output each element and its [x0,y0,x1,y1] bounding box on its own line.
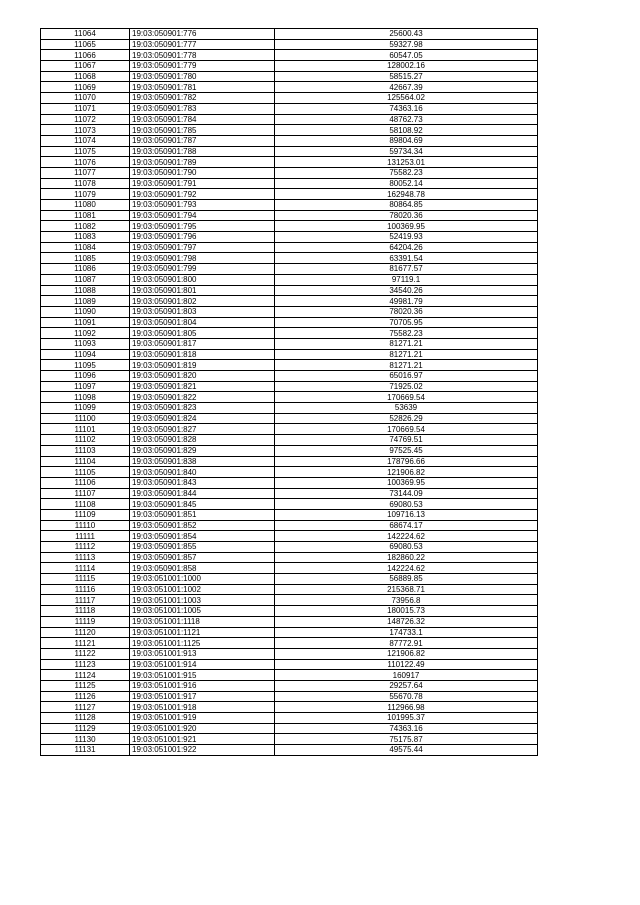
row-number-cell: 11100 [41,413,130,424]
value-cell: 170669.54 [275,424,538,435]
table-row [41,659,538,670]
table-row [41,702,538,713]
value-cell: 121906.82 [275,648,538,659]
row-number-cell: 11118 [41,606,130,617]
cadastral-number-cell: 19:03:050901:818 [130,349,275,360]
value-cell: 74769.51 [275,435,538,446]
cadastral-number-cell: 19:03:051001:918 [130,702,275,713]
cadastral-number-cell: 19:03:050901:803 [130,306,275,317]
row-number-cell: 11067 [41,61,130,72]
row-number-cell: 11099 [41,403,130,414]
cadastral-number-cell: 19:03:050901:784 [130,114,275,125]
value-cell: 65016.97 [275,371,538,382]
value-cell: 58108.92 [275,125,538,136]
cadastral-number-cell: 19:03:051001:919 [130,713,275,724]
table-row [41,584,538,595]
cadastral-number-cell: 19:03:050901:840 [130,467,275,478]
row-number-cell: 11125 [41,680,130,691]
table-row [41,93,538,104]
cadastral-number-cell: 19:03:051001:915 [130,670,275,681]
row-number-cell: 11093 [41,338,130,349]
value-cell: 63391.54 [275,253,538,264]
value-cell: 78020.36 [275,210,538,221]
row-number-cell: 11094 [41,349,130,360]
row-number-cell: 11070 [41,93,130,104]
table-row [41,648,538,659]
table-row [41,146,538,157]
value-cell: 60547.05 [275,50,538,61]
value-cell: 53639 [275,403,538,414]
table-row [41,167,538,178]
row-number-cell: 11107 [41,488,130,499]
value-cell: 34540.26 [275,285,538,296]
value-cell: 174733.1 [275,627,538,638]
cadastral-number-cell: 19:03:050901:801 [130,285,275,296]
table-row [41,338,538,349]
row-number-cell: 11122 [41,648,130,659]
cadastral-number-cell: 19:03:051001:1121 [130,627,275,638]
value-cell: 131253.01 [275,157,538,168]
table-row [41,477,538,488]
value-cell: 49981.79 [275,296,538,307]
value-cell: 81677.57 [275,264,538,275]
value-cell: 81271.21 [275,360,538,371]
table-row [41,61,538,72]
cadastral-number-cell: 19:03:051001:1002 [130,584,275,595]
row-number-cell: 11072 [41,114,130,125]
table-row [41,221,538,232]
cadastral-number-cell: 19:03:051001:1003 [130,595,275,606]
value-cell: 52419.93 [275,232,538,243]
row-number-cell: 11128 [41,713,130,724]
value-cell: 29257.64 [275,680,538,691]
row-number-cell: 11121 [41,638,130,649]
table-row [41,253,538,264]
row-number-cell: 11110 [41,520,130,531]
cadastral-number-cell: 19:03:050901:805 [130,328,275,339]
value-cell: 55670.78 [275,691,538,702]
table-row [41,552,538,563]
value-cell: 49575.44 [275,745,538,756]
value-cell: 121906.82 [275,467,538,478]
value-cell: 68674.17 [275,520,538,531]
cadastral-number-cell: 19:03:050901:787 [130,135,275,146]
table-row [41,274,538,285]
value-cell: 42667.39 [275,82,538,93]
table-row [41,691,538,702]
value-cell: 59734.34 [275,146,538,157]
table-row [41,713,538,724]
table-row [41,542,538,553]
cadastral-number-cell: 19:03:051001:1125 [130,638,275,649]
value-cell: 128002.16 [275,61,538,72]
row-number-cell: 11080 [41,200,130,211]
value-cell: 75175.87 [275,734,538,745]
cadastral-number-cell: 19:03:050901:844 [130,488,275,499]
table-row [41,403,538,414]
cadastral-number-cell: 19:03:050901:852 [130,520,275,531]
cadastral-number-cell: 19:03:050901:796 [130,232,275,243]
row-number-cell: 11066 [41,50,130,61]
table-row [41,371,538,382]
row-number-cell: 11086 [41,264,130,275]
cadastral-number-cell: 19:03:050901:782 [130,93,275,104]
row-number-cell: 11109 [41,509,130,520]
row-number-cell: 11082 [41,221,130,232]
cadastral-number-cell: 19:03:050901:824 [130,413,275,424]
row-number-cell: 11130 [41,734,130,745]
cadastral-number-cell: 19:03:050901:804 [130,317,275,328]
value-cell: 81271.21 [275,338,538,349]
table-row [41,125,538,136]
table-row [41,189,538,200]
value-cell: 100369.95 [275,477,538,488]
table-row [41,467,538,478]
cadastral-number-cell: 19:03:050901:797 [130,242,275,253]
row-number-cell: 11084 [41,242,130,253]
row-number-cell: 11077 [41,167,130,178]
row-number-cell: 11064 [41,29,130,40]
cadastral-number-cell: 19:03:050901:780 [130,71,275,82]
cadastral-number-cell: 19:03:050901:790 [130,167,275,178]
cadastral-number-cell: 19:03:050901:777 [130,39,275,50]
row-number-cell: 11096 [41,371,130,382]
value-cell: 125564.02 [275,93,538,104]
table-row [41,210,538,221]
value-cell: 101995.37 [275,713,538,724]
table-row [41,360,538,371]
table-row [41,306,538,317]
row-number-cell: 11073 [41,125,130,136]
table-row [41,616,538,627]
row-number-cell: 11101 [41,424,130,435]
row-number-cell: 11120 [41,627,130,638]
row-number-cell: 11106 [41,477,130,488]
table-row [41,232,538,243]
table-body [41,29,538,756]
cadastral-number-cell: 19:03:050901:857 [130,552,275,563]
value-cell: 180015.73 [275,606,538,617]
row-number-cell: 11079 [41,189,130,200]
value-cell: 48762.73 [275,114,538,125]
row-number-cell: 11083 [41,232,130,243]
row-number-cell: 11131 [41,745,130,756]
table-row [41,71,538,82]
table-row [41,135,538,146]
value-cell: 112966.98 [275,702,538,713]
table-row [41,178,538,189]
table-row [41,264,538,275]
cadastral-number-cell: 19:03:050901:785 [130,125,275,136]
row-number-cell: 11124 [41,670,130,681]
cadastral-number-cell: 19:03:051001:922 [130,745,275,756]
value-cell: 178796.66 [275,456,538,467]
value-cell: 75582.23 [275,167,538,178]
cadastral-number-cell: 19:03:050901:829 [130,445,275,456]
cadastral-number-cell: 19:03:050901:817 [130,338,275,349]
table-row [41,595,538,606]
row-number-cell: 11071 [41,103,130,114]
value-cell: 70705.95 [275,317,538,328]
table-row [41,413,538,424]
row-number-cell: 11065 [41,39,130,50]
row-number-cell: 11102 [41,435,130,446]
cadastral-number-cell: 19:03:050901:791 [130,178,275,189]
cadastral-number-cell: 19:03:050901:851 [130,509,275,520]
cadastral-number-cell: 19:03:050901:794 [130,210,275,221]
cadastral-number-cell: 19:03:050901:843 [130,477,275,488]
cadastral-number-cell: 19:03:050901:821 [130,381,275,392]
value-cell: 109716.13 [275,509,538,520]
table-row [41,392,538,403]
value-cell: 110122.49 [275,659,538,670]
row-number-cell: 11076 [41,157,130,168]
table-row [41,606,538,617]
table-row [41,103,538,114]
table-row [41,82,538,93]
value-cell: 71925.02 [275,381,538,392]
table-row [41,424,538,435]
table-row [41,39,538,50]
cadastral-number-cell: 19:03:050901:793 [130,200,275,211]
value-cell: 162948.78 [275,189,538,200]
row-number-cell: 11085 [41,253,130,264]
table-row [41,670,538,681]
value-cell: 215368.71 [275,584,538,595]
cadastral-number-cell: 19:03:050901:799 [130,264,275,275]
cadastral-number-cell: 19:03:050901:820 [130,371,275,382]
value-cell: 97525.45 [275,445,538,456]
cadastral-number-cell: 19:03:051001:921 [130,734,275,745]
value-cell: 80864.85 [275,200,538,211]
cadastral-number-cell: 19:03:050901:778 [130,50,275,61]
table-row [41,638,538,649]
table-row [41,114,538,125]
row-number-cell: 11097 [41,381,130,392]
table-row [41,499,538,510]
row-number-cell: 11116 [41,584,130,595]
value-cell: 80052.14 [275,178,538,189]
row-number-cell: 11129 [41,723,130,734]
table-row [41,285,538,296]
table-row [41,734,538,745]
value-cell: 69080.53 [275,542,538,553]
cadastral-number-cell: 19:03:050901:845 [130,499,275,510]
value-cell: 74363.16 [275,723,538,734]
row-number-cell: 11126 [41,691,130,702]
value-cell: 100369.95 [275,221,538,232]
table-row [41,349,538,360]
cadastral-number-cell: 19:03:050901:779 [130,61,275,72]
row-number-cell: 11087 [41,274,130,285]
cadastral-number-cell: 19:03:050901:838 [130,456,275,467]
row-number-cell: 11112 [41,542,130,553]
row-number-cell: 11098 [41,392,130,403]
value-cell: 148726.32 [275,616,538,627]
table-row [41,509,538,520]
cadastral-number-cell: 19:03:050901:776 [130,29,275,40]
cadastral-number-cell: 19:03:050901:789 [130,157,275,168]
table-row [41,563,538,574]
cadastral-number-cell: 19:03:050901:822 [130,392,275,403]
table-row [41,317,538,328]
row-number-cell: 11068 [41,71,130,82]
table-row [41,445,538,456]
cadastral-number-cell: 19:03:050901:823 [130,403,275,414]
cadastral-number-cell: 19:03:050901:828 [130,435,275,446]
cadastral-number-cell: 19:03:050901:792 [130,189,275,200]
value-cell: 78020.36 [275,306,538,317]
value-cell: 182860.22 [275,552,538,563]
value-cell: 59327.98 [275,39,538,50]
row-number-cell: 11089 [41,296,130,307]
table-row [41,200,538,211]
row-number-cell: 11074 [41,135,130,146]
value-cell: 64204.26 [275,242,538,253]
cadastral-number-cell: 19:03:050901:827 [130,424,275,435]
cadastral-number-cell: 19:03:050901:854 [130,531,275,542]
cadastral-number-cell: 19:03:051001:913 [130,648,275,659]
cadastral-number-cell: 19:03:050901:795 [130,221,275,232]
value-cell: 142224.62 [275,563,538,574]
table-row [41,723,538,734]
cadastral-number-cell: 19:03:050901:800 [130,274,275,285]
row-number-cell: 11119 [41,616,130,627]
table-row [41,520,538,531]
table-row [41,381,538,392]
row-number-cell: 11069 [41,82,130,93]
data-table [40,28,538,756]
value-cell: 160917 [275,670,538,681]
value-cell: 74363.16 [275,103,538,114]
cadastral-number-cell: 19:03:050901:798 [130,253,275,264]
cadastral-number-cell: 19:03:051001:917 [130,691,275,702]
value-cell: 75582.23 [275,328,538,339]
row-number-cell: 11115 [41,574,130,585]
table-row [41,745,538,756]
cadastral-number-cell: 19:03:050901:819 [130,360,275,371]
table-row [41,531,538,542]
row-number-cell: 11092 [41,328,130,339]
value-cell: 69080.53 [275,499,538,510]
value-cell: 73956.8 [275,595,538,606]
value-cell: 87772.91 [275,638,538,649]
value-cell: 81271.21 [275,349,538,360]
table-row [41,488,538,499]
table-row [41,242,538,253]
value-cell: 89804.69 [275,135,538,146]
row-number-cell: 11127 [41,702,130,713]
cadastral-number-cell: 19:03:050901:802 [130,296,275,307]
row-number-cell: 11091 [41,317,130,328]
row-number-cell: 11104 [41,456,130,467]
row-number-cell: 11111 [41,531,130,542]
row-number-cell: 11090 [41,306,130,317]
table-row [41,456,538,467]
row-number-cell: 11081 [41,210,130,221]
value-cell: 56889.85 [275,574,538,585]
cadastral-number-cell: 19:03:050901:783 [130,103,275,114]
table-row [41,50,538,61]
cadastral-number-cell: 19:03:050901:855 [130,542,275,553]
cadastral-number-cell: 19:03:050901:781 [130,82,275,93]
value-cell: 52826.29 [275,413,538,424]
value-cell: 97119.1 [275,274,538,285]
row-number-cell: 11088 [41,285,130,296]
row-number-cell: 11114 [41,563,130,574]
cadastral-number-cell: 19:03:051001:920 [130,723,275,734]
row-number-cell: 11117 [41,595,130,606]
table-row [41,296,538,307]
row-number-cell: 11123 [41,659,130,670]
table-row [41,29,538,40]
cadastral-number-cell: 19:03:051001:914 [130,659,275,670]
value-cell: 25600.43 [275,29,538,40]
row-number-cell: 11113 [41,552,130,563]
row-number-cell: 11095 [41,360,130,371]
value-cell: 58515.27 [275,71,538,82]
row-number-cell: 11078 [41,178,130,189]
row-number-cell: 11103 [41,445,130,456]
table-row [41,157,538,168]
cadastral-number-cell: 19:03:051001:1000 [130,574,275,585]
value-cell: 170669.54 [275,392,538,403]
row-number-cell: 11075 [41,146,130,157]
cadastral-number-cell: 19:03:051001:916 [130,680,275,691]
cadastral-number-cell: 19:03:050901:788 [130,146,275,157]
value-cell: 73144.09 [275,488,538,499]
row-number-cell: 11105 [41,467,130,478]
row-number-cell: 11108 [41,499,130,510]
table-row [41,680,538,691]
table-row [41,627,538,638]
cadastral-number-cell: 19:03:050901:858 [130,563,275,574]
table-row [41,328,538,339]
cadastral-number-cell: 19:03:051001:1118 [130,616,275,627]
table-row [41,574,538,585]
value-cell: 142224.62 [275,531,538,542]
table-row [41,435,538,446]
cadastral-number-cell: 19:03:051001:1005 [130,606,275,617]
